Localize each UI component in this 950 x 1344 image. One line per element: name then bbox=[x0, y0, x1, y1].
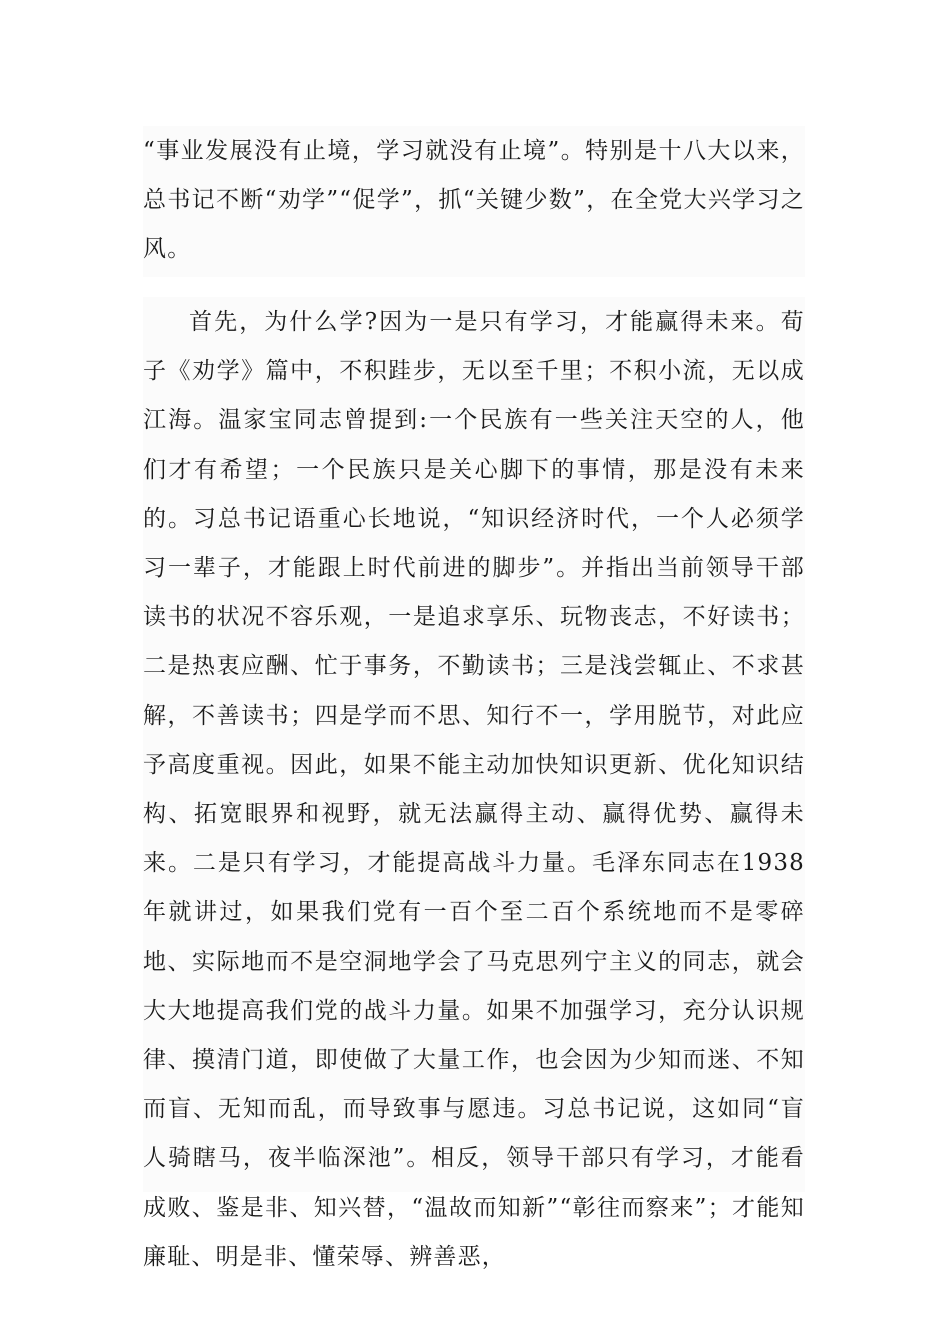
paragraph-text: 首先，为什么学?因为一是只有学习，才能赢得未来。荀子《劝学》篇中，不积跬步，无以至千里；不积小流，无以成江海。温家宝同志曾提到:一个民族有一些关注天空的人，他们才有希望；一个民族只是关心脚下的事情，那是没有未来的。习总书记语重心长地说，“知识经济时代，一个人必须学习一辈子，才能跟上时代前进的脚步”。并指出当前领导干部读书的状况不容乐观，一是追求享乐、玩物丧志，不好读书；二是热衷应酬、忙于事务，不勤读书；三是浅尝辄止、不求甚解，不善读书；四是学而不思、知行不一，学用脱节，对此应予高度重视。因此，如果不能主动加快知识更新、优化知识结构、拓宽眼界和视野，就无法赢得主动、赢得优势、赢得未来。二是只有学习，才能提高战斗力量。毛泽东同志在1938年就讲过，如果我们党有一百个至二百个系统地而不是零碎地、实际地而不是空洞地学会了马克思列宁主义的同志，就会大大地提高我们党的战斗力量。如果不加强学习，充分认识规律、摸清门道，即使做了大量工作，也会因为少知而迷、不知而盲、无知而乱，而导致事与愿违。习总书记说，这如同“盲人骑瞎马，夜半临深池”。相反，领导干部只有学习，才能看成败、鉴是非、知兴替，“温故而知新”“彰往而察来”；才能知廉耻、明是非、懂荣辱、辨善恶， bbox=[143, 309, 805, 1270]
paragraph-text: “事业发展没有止境，学习就没有止境”。特别是十八大以来，总书记不断“劝学”“促学”，抓“关键少数”，在全党大兴学习之风。 bbox=[143, 138, 805, 263]
paragraph-intro bbox=[143, 126, 805, 277]
paragraph-why-learn bbox=[143, 297, 805, 1270]
